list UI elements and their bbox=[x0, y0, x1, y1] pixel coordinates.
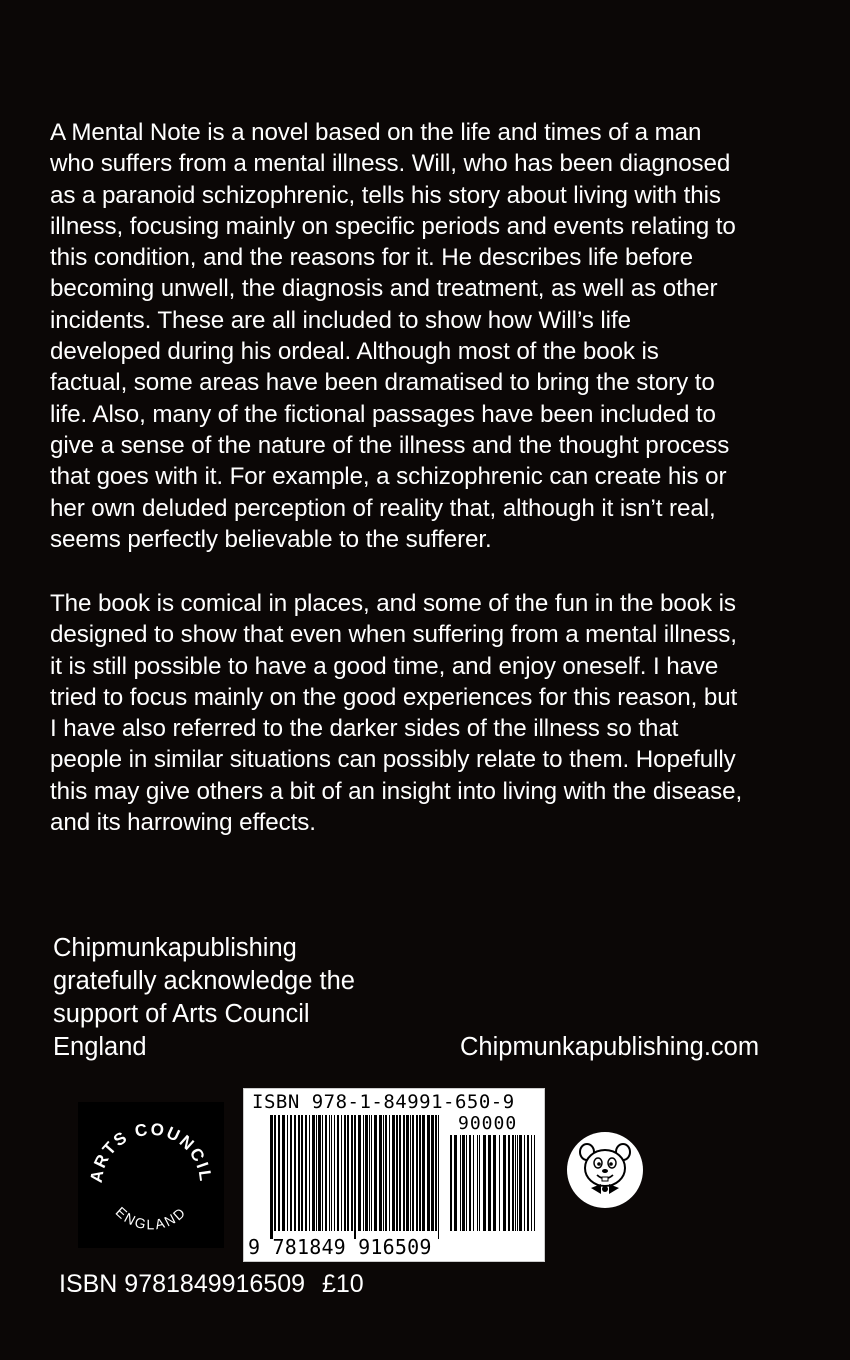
barcode-bar bbox=[305, 1115, 307, 1231]
barcode-bar bbox=[422, 1115, 425, 1231]
barcode-addon-bar bbox=[508, 1135, 510, 1231]
arts-council-top-text: ARTS COUNCIL bbox=[86, 1119, 216, 1185]
footer-price: £10 bbox=[322, 1270, 364, 1298]
barcode-addon-bar bbox=[493, 1135, 496, 1231]
acknowledgement bbox=[53, 932, 355, 1064]
barcode-addon-bar bbox=[477, 1135, 478, 1231]
blurb-line: life. Also, many of the fictional passages have been included to bbox=[50, 400, 716, 428]
acknowledgement-line: England bbox=[53, 1033, 147, 1061]
barcode-bar bbox=[282, 1115, 285, 1231]
acknowledgement-line: support of Arts Council bbox=[53, 1000, 310, 1028]
barcode-bar bbox=[294, 1115, 296, 1231]
barcode-digits: 9 781849 916509 bbox=[248, 1235, 432, 1259]
isbn-barcode bbox=[243, 1088, 545, 1262]
barcode-addon-bar bbox=[534, 1135, 535, 1231]
barcode-bar bbox=[331, 1115, 332, 1231]
blurb-line: A Mental Note is a novel based on the life and times of a man bbox=[50, 119, 702, 146]
barcode-addon-bar bbox=[466, 1135, 467, 1231]
blurb-line: this may give others a bit of an insight into living with the disease, bbox=[50, 777, 743, 805]
barcode-bar bbox=[270, 1115, 273, 1239]
barcode-addon-bar bbox=[460, 1135, 461, 1231]
barcode-bar bbox=[435, 1115, 437, 1231]
blurb-line: and its harrowing effects. bbox=[50, 809, 316, 837]
barcode-bar bbox=[322, 1115, 323, 1231]
blurb-line: people in similar situations can possibly relate to them. Hopefully bbox=[50, 746, 736, 774]
blurb-line: designed to show that even when suffering from a mental illness, bbox=[50, 621, 737, 649]
barcode-isbn-header: ISBN 978-1-84991-650-9 bbox=[252, 1091, 515, 1113]
barcode-addon-bar bbox=[517, 1135, 518, 1231]
barcode-bar bbox=[379, 1115, 382, 1231]
barcode-bar bbox=[412, 1115, 414, 1231]
barcode-bar bbox=[363, 1115, 364, 1231]
barcode-bar bbox=[438, 1115, 439, 1239]
blurb-line: becoming unwell, the diagnosis and treatment, as well as other bbox=[50, 275, 718, 303]
price-line bbox=[59, 1270, 364, 1299]
barcode-bar bbox=[351, 1115, 353, 1231]
barcode-bar bbox=[354, 1115, 356, 1239]
barcode-addon-bar bbox=[462, 1135, 465, 1231]
blurb-line: this condition, and the reasons for it. He describes life before bbox=[50, 244, 693, 272]
barcode-bar bbox=[396, 1115, 398, 1231]
barcode-bar bbox=[290, 1115, 292, 1231]
barcode-bar bbox=[389, 1115, 390, 1231]
barcode-bar bbox=[406, 1115, 409, 1231]
svg-text:ENGLAND bbox=[113, 1203, 190, 1232]
barcode-bar bbox=[298, 1115, 300, 1231]
barcode-addon-bar bbox=[515, 1135, 516, 1231]
barcode-addon-bar bbox=[503, 1135, 506, 1231]
blurb-line: as a paranoid schizophrenic, tells his story about living with this bbox=[50, 181, 721, 209]
barcode-bar bbox=[344, 1115, 346, 1231]
footer-isbn: ISBN 9781849916509 bbox=[59, 1270, 306, 1298]
barcode-bar bbox=[419, 1115, 421, 1231]
barcode-bar bbox=[329, 1115, 330, 1231]
barcode-bar bbox=[427, 1115, 430, 1231]
svg-text:ARTS COUNCIL bbox=[87, 1120, 216, 1184]
barcode-bar bbox=[334, 1115, 335, 1231]
barcode-addon-bar bbox=[531, 1135, 532, 1231]
arts-council-logo bbox=[78, 1102, 224, 1248]
blurb-line: give a sense of the nature of the illness and the thought process bbox=[50, 431, 730, 459]
barcode-addon-bar bbox=[524, 1135, 525, 1231]
barcode-bar bbox=[392, 1115, 395, 1231]
arts-council-bottom-text: ENGLAND bbox=[112, 1203, 190, 1233]
barcode-bar bbox=[358, 1115, 361, 1231]
blurb-line: tried to focus mainly on the good experiences for this reason, but bbox=[50, 683, 738, 711]
barcode-bar bbox=[318, 1115, 321, 1231]
barcode-bar bbox=[341, 1115, 342, 1231]
barcode-bar bbox=[347, 1115, 349, 1231]
barcode-bar bbox=[385, 1115, 387, 1231]
barcode-addon-bar bbox=[454, 1135, 457, 1231]
barcode-bar bbox=[403, 1115, 405, 1231]
chipmunk-logo bbox=[565, 1130, 645, 1210]
blurb-line: incidents. These are all included to show how Will’s life bbox=[50, 306, 631, 334]
barcode-bar bbox=[383, 1115, 384, 1231]
barcode-addon-bar bbox=[473, 1135, 474, 1231]
barcode-bar bbox=[287, 1115, 288, 1231]
blurb-line: who suffers from a mental illness. Will, who has been diagnosed bbox=[50, 150, 731, 178]
barcode-bar bbox=[312, 1115, 315, 1231]
barcode-bar bbox=[337, 1115, 339, 1231]
publisher-website[interactable]: Chipmunkapublishing.com bbox=[460, 1033, 760, 1061]
blurb-line: I have also referred to the darker sides of the illness so that bbox=[50, 715, 679, 743]
barcode-bar bbox=[309, 1115, 310, 1231]
barcode-bar bbox=[371, 1115, 372, 1231]
barcode-addon-bar bbox=[483, 1135, 486, 1231]
barcode-addon-bar bbox=[450, 1135, 452, 1231]
barcode-addon-bar bbox=[469, 1135, 471, 1231]
barcode-bar bbox=[431, 1115, 434, 1231]
barcode-addon-bar bbox=[519, 1135, 522, 1231]
barcode-addon: 90000 bbox=[458, 1113, 518, 1134]
blurb-paragraph-2 bbox=[50, 588, 820, 838]
barcode-bar bbox=[399, 1115, 401, 1231]
barcode-bar bbox=[278, 1115, 280, 1231]
barcode-bar bbox=[374, 1115, 377, 1231]
barcode-addon-bar bbox=[488, 1135, 491, 1231]
barcode-bar bbox=[316, 1115, 317, 1231]
barcode-bar bbox=[410, 1115, 411, 1231]
blurb-line: it is still possible to have a good time, and enjoy oneself. I have bbox=[50, 652, 719, 680]
barcode-bar bbox=[416, 1115, 418, 1231]
barcode-bar bbox=[369, 1115, 370, 1231]
blurb-line: seems perfectly believable to the sufferer. bbox=[50, 525, 492, 553]
blurb-line: The book is comical in places, and some of the fun in the book is bbox=[50, 590, 736, 617]
blurb-paragraph-1 bbox=[50, 117, 820, 555]
blurb-line: her own deluded perception of reality that, although it isn’t real, bbox=[50, 494, 716, 522]
blurb-line: factual, some areas have been dramatised to bring the story to bbox=[50, 369, 715, 397]
barcode-addon-bar bbox=[499, 1135, 500, 1231]
barcode-addon-bar bbox=[512, 1135, 514, 1231]
barcode-bar bbox=[325, 1115, 327, 1231]
acknowledgement-line: gratefully acknowledge the bbox=[53, 967, 355, 995]
blurb-line: that goes with it. For example, a schizophrenic can create his or bbox=[50, 463, 727, 491]
blurb-line: illness, focusing mainly on specific periods and events relating to bbox=[50, 212, 736, 240]
barcode-addon-bar bbox=[479, 1135, 480, 1231]
barcode-bar bbox=[301, 1115, 303, 1231]
barcode-bar bbox=[274, 1115, 276, 1231]
barcode-bar bbox=[365, 1115, 368, 1231]
acknowledgement-line: Chipmunkapublishing bbox=[53, 934, 297, 962]
barcode-addon-bar bbox=[527, 1135, 529, 1231]
blurb-line: developed during his ordeal. Although most of the book is bbox=[50, 338, 659, 366]
